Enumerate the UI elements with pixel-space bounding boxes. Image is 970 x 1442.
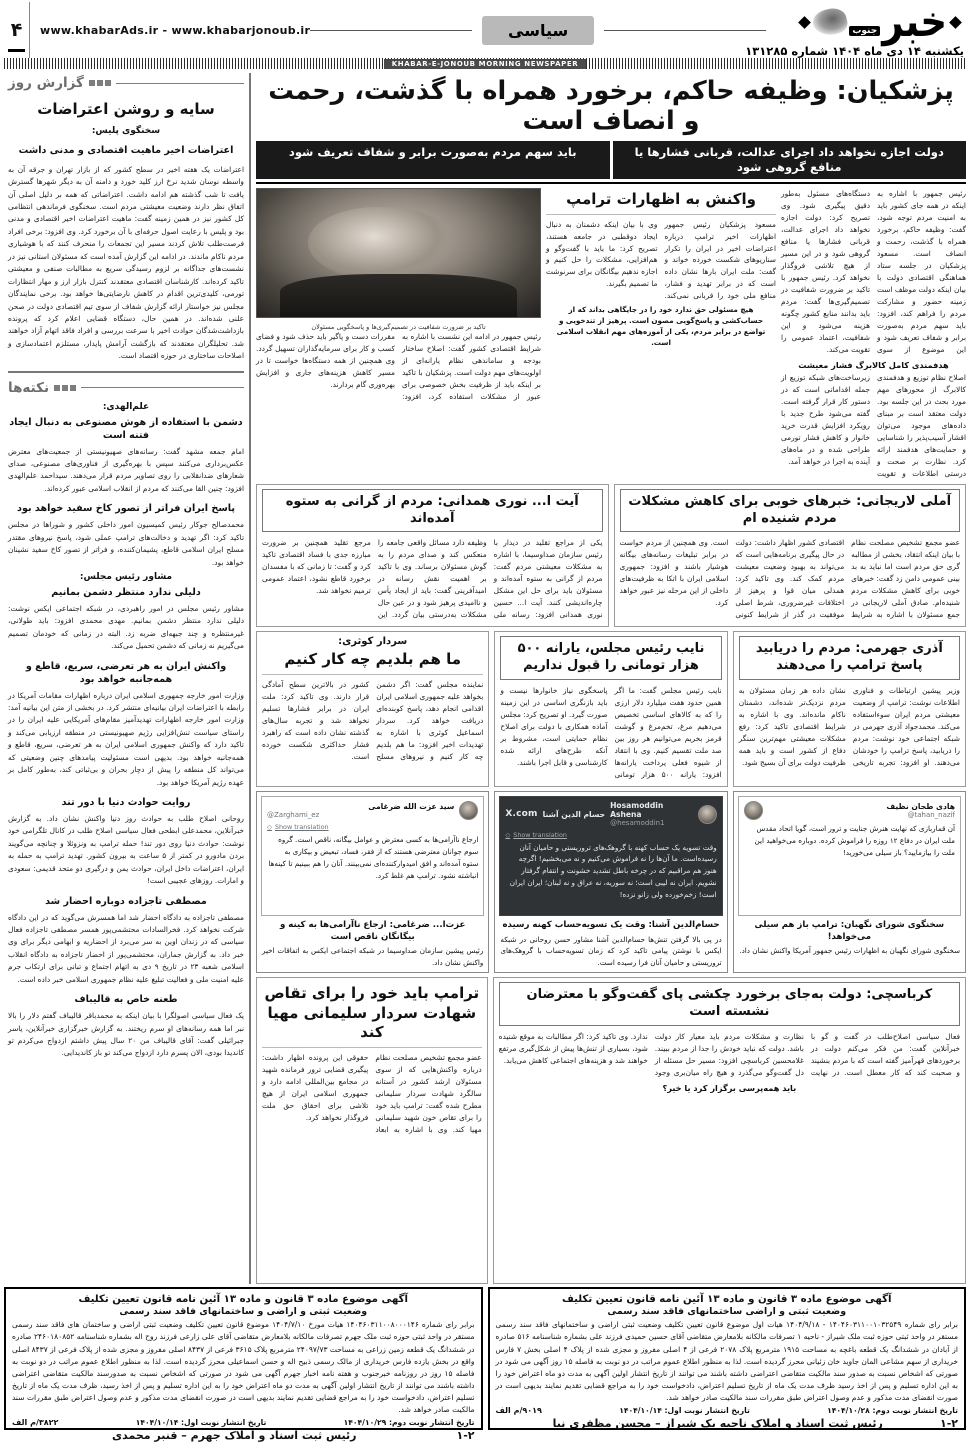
article-title: نایب رئیس مجلس، یارانه ۵۰۰ هزار تومانی را قبول نداریم xyxy=(500,636,721,680)
article-soleimani-retribution[interactable] xyxy=(256,977,488,1284)
bird-icon xyxy=(811,6,850,39)
legal-heading-1: آگهی موضوع ماده ۳ قانون و ماده ۱۳ آئین نامه قانون تعیین تکلیف xyxy=(561,1294,892,1305)
article-title: کرباسچی: دولت به‌جای برخورد چکشی پای گفت‌وگو با معترضان نشسته است xyxy=(499,982,960,1026)
legal-notice-shiraz xyxy=(488,1287,967,1430)
social-card-zarghami[interactable] xyxy=(256,791,489,973)
tweet-author-handle[interactable]: @Zarghami_ez xyxy=(267,810,320,819)
lead-headline: پزشکیان: وظیفه حاکم، برخورد همراه با گذشت، رحمت و انصاف است xyxy=(268,76,954,137)
article-body: یکی از مراجع تقلید در دیدار با رئیس سازمان صداوسیما، با اشاره به مشکلات معیشتی مردم گفت: مردم از گرانی به ستوه آمده‌اند و مسئولان باید برای حل این مشکل چاره‌اندیشی کنند. آیت ا... حسین نوری همدانی افزود: رسانه ملی وظیفه دارد مسائل واقعی جامعه را منعکس کند و صدای مردم را به گوش مسئولان برساند. وی با تاکید بر اهمیت نقش رسانه در امیدآفرینی گفت: باید از ایجاد یأس و ناامیدی پرهیز شود و در عین حال مشکلات به‌درستی بیان گردد. این مرجع تقلید همچنین بر ضرورت مبارزه جدی با فساد اقتصادی تاکید کرد و گفت: تا زمانی که با مفسدان برخورد قاطع نشود، اعتماد عمومی ترمیم نخواهد شد. xyxy=(262,538,603,620)
trump-reaction-article[interactable] xyxy=(546,188,776,480)
square-icon-3 xyxy=(54,385,60,391)
social-description: رئیس پیشین سازمان صداوسیما در شبکه اجتماعی ایکس به اتفاقات اخیر واکنش نشان داد. xyxy=(262,946,484,967)
tweet-author xyxy=(610,801,693,828)
lead-subheadline-left: دولت اجازه نخواهد داد اجرای عدالت، قربانی فشارها یا منافع گروهی شود xyxy=(613,141,967,179)
sidebar-divider xyxy=(8,371,244,373)
legal-body-text: برابر رای شماره ۱۴۰۴۶۰۳۱۱۰۰۱۰۳۲۵۴۹ - ۱۴۰۴/۹/۱۸ هیات اول موضوع قانون تعیین تکلیف وضعیت ثبتی اراضی و ساختمانهای فاقد سند رسمی مستقر در واحد ثبتی حوزه ثبت ملک شیراز - ناحیه ۱ تصرفات مالکانه بلامعارض متقاضی آقای حسین حمیدی فرزند علی بشماره شناسنامه ۵۱۶ صادره از آبادان در ششدانگ یک قطعه باغچه به مساحت ۱۹۱۵ مترمربع پلاک ۲۰۷۸ فرعی از ۴ اصلی مفروز و مجزی شده از پلاک ۴ اصلی بخش ۷ فارس خریداری از سهم مشاعی المان جاوید خان زئیانی محرز گردیده است. لذا به منظور اطلاع عموم مراتب در دو نوبت به فاصله ۱۵ روز آگهی می شود در صورتی که اشخاص نسبت به صدور سند مالکیت متقاضی اعتراضی داشته باشند می توانند از تاریخ انتشار اولین آگهی به مدت دو ماه اعتراض خود را به این اداره تسلیم و پس از اخذ رسید ظرف مدت یک ماه از تاریخ تسلیم اعتراض، دادخواست خود را به مراجع قضایی تقدیم نمایند بدیهی است در صورت انقضای مدت مذکور و عدم وصول اعتراض طبق مقررات سند مالکیت صادر خواهد شد. xyxy=(495,1320,958,1403)
legal-notice-jahrom xyxy=(4,1287,483,1442)
article-body: عضو مجمع تشخیص مصلحت نظام درباره واکنش‌هایی که از سوی مسئولان ارشد کشور در آستانه سالگرد شهادت سردار سلیمانی مطرح شده گفت: ترامپ باید خود را برای تقاص خون شهید سلیمانی مهیا کند. وی با اشاره به ابعاد حقوقی این پرونده اظهار داشت: پیگیری قضایی ترور فرمانده شهید در مجامع بین‌المللی ادامه دارد و جمهوری اسلامی ایران از هیچ تلاشی برای احقاق حق ملت فروگذار نخواهد کرد. xyxy=(262,1052,482,1134)
tweet-embed[interactable] xyxy=(738,796,961,916)
section-name-badge: سیاسی xyxy=(482,16,594,45)
section-rule xyxy=(81,387,244,388)
section-rule xyxy=(116,83,244,84)
tweet-author-name-fa: حسام الدین آشنا xyxy=(542,809,606,819)
avatar xyxy=(744,801,763,820)
show-translation-label: Show translation xyxy=(274,823,329,831)
sidebar-kicker: سخنگوی پلیس: xyxy=(91,125,161,136)
tweet-author-name: هادی طحان نظیف xyxy=(886,801,955,811)
legal-date-2-value: ۱۴۰۴/۱۰/۲۹ xyxy=(343,1418,387,1428)
note-body: یک فعال سیاسی اصولگرا با بیان اینکه به محمدباقر قالیباف گفتم دلار را بالا نبر اما همه رسانه‌های او سرم ریختند. به گزارش خبرگزاری خبرآنلاین، یاسر جبرائیلی گفت: آقای قالیباف من ۲۰ سال پیش داشتم ازدواج می‌کردم تو کاندیدا بودی، الان پسرم دارد ازدواج می‌کند تو باز کاندیدایی. xyxy=(8,1011,244,1058)
page-number: ۴ xyxy=(4,2,30,58)
note-title: واکنش ایران به هر تعرضی، سریع، قاطع و همه‌جانبه خواهد بود xyxy=(25,660,227,685)
sidebar-note-2[interactable] xyxy=(8,498,244,569)
note-body: مصطفی تاجزاده به دادگاه احضار شد اما همسرش می‌گوید که در این دادگاه شرکت نخواهد کرد. فخرالسادات محتشمی‌پور همسر مصطفی تاجزاده فعال سیاسی که در زندان اوین به سر می‌برد از احضاریه و ابهامی دیگر برای وی خبر داد. به گزارش جماران، محتشمی‌پور از احضار تاجزاده به دادگاه انقلاب اسلامی شعبه ۲۳ در تاریخ ۹ دی به اتهام اجتماع و تبانی برای ارتکاب جرم علیه امنیت ملی و فعالیت تبلیغ علیه نظام جمهوری اسلامی خبر داده است. xyxy=(8,912,244,984)
trump-reaction-quote: هیچ مسئولی حق ندارد خود را در جایگاهی بداند که از حساب‌کشی و پاسخ‌گویی مصون است. پرهیز از تندخویی و تواضع در برابر مردم، یکی از آموزه‌های مهم انقلاب اسلامی است. xyxy=(556,305,766,347)
sidebar-note-3[interactable] xyxy=(8,572,244,653)
decorative-strip xyxy=(4,58,966,69)
president-photo xyxy=(256,188,541,318)
lead-photo-column xyxy=(256,188,541,480)
article-body: وزیر پیشین ارتباطات و فناوری اطلاعات نوشت: ترامپ از وضعیت معیشتی مردم ایران سوءاستفاده می‌کند. محمدجواد آذری جهرمی در شبکه اجتماعی خود نوشت: مردم را دریابید، پاسخ ترامپ را خودشان می‌دهند. او افزود: تجربه تاریخی نشان داده هر زمان مسئولان به مردم نزدیک‌تر شده‌اند، دشمنان ناکام مانده‌اند. وی با اشاره به شرایط اقتصادی تاکید کرد: رفع مشکلات معیشتی مهم‌ترین سنگر دفاع از کشور است و باید همه ظرفیت دولت برای آن بسیج شود. xyxy=(738,686,960,768)
note-title: روایت حوادث دنیا با دور تند xyxy=(61,797,191,809)
article-kicker: سردار کوثری: xyxy=(338,636,408,648)
article-sardar-kowsari[interactable] xyxy=(256,631,489,787)
avatar xyxy=(459,801,478,820)
diamond-ornament-icon-2 xyxy=(798,16,811,29)
sidebar-subtitle: اعتراضات اخیر ماهیت اقتصادی و مدنی داشت xyxy=(18,144,234,156)
note-body: وزارت امور خارجه جمهوری اسلامی ایران درباره اظهارات مقامات آمریکا در رابطه با اعتراضات ایران بیانیه‌ای منتشر کرد. در بخشی از متن این بیانیه آمد: وزارت امور خارجه اظهارات تهدیدآمیز مقام‌های آمریکایی علیه ایران را در راستای سیاست تنش‌افزایی رژیم صهیونیستی در منطقه ارزیابی می‌کند و تاکید دارد که واکنش جمهوری اسلامی ایران به هر تعرضی، سریع، قاطع و همه‌جانبه خواهد بود. بدیهی است مسئولیت پیامدهای چنین وضعیتی که می‌تواند کل منطقه را پیش از دچار بحران و بی‌ثباتی کند، به‌طور کامل بر عهده رژیم آمریکا خواهد بود. xyxy=(8,690,244,787)
social-caption: سخنگوی شورای نگهبان: ترامپ باز هم سیلی می‌خواهد! xyxy=(754,920,945,942)
article-body: فعال سیاسی اصلاح‌طلب در گفت و گو با خبرآنلاین گفت: من فکر می‌کنم دولت در برخوردهای قهرآمیز گفته است که با مردم بنشیند و صحبت کند که کار معطل است. در نهایت نظارت و مشکلات مردم باید معیار کار دولت باشد. دولت که نباید خودش را جدا از مردم ببیند. غلامحسین کرباسچی افزود: مسیر حل مسئله از دل گفت‌وگو می‌گذرد و هیچ راه میان‌بری وجود ندارد. وی تاکید کرد: اگر مطالبات به موقع شنیده شود، بسیاری از تنش‌ها پیش از شکل‌گیری مرتفع خواهند شد و هزینه‌های اجتماعی کاهش می‌یابد. xyxy=(498,1032,960,1077)
masthead-rule-left xyxy=(310,30,472,31)
lead-subheadline-bar xyxy=(256,141,966,179)
legal-page-ref: ۱-۲ xyxy=(456,1429,475,1442)
sidebar-note-4[interactable] xyxy=(8,656,244,789)
masthead-rule-right xyxy=(604,30,766,31)
translate-icon: ◇ xyxy=(267,823,272,831)
legal-code: ۳۸۲۲/م الف xyxy=(12,1418,59,1428)
article-title: آملی لاریجانی: خبرهای خوبی برای کاهش مشکلات مردم شنیده ام xyxy=(620,489,961,533)
note-title: طعنه خاص به قالیباف xyxy=(74,994,178,1006)
tweet-header xyxy=(744,801,955,820)
issue-date-line: یکشنبه ۱۴ دی ماه ۱۴۰۴ شماره ۱۳۱۲۸۵ xyxy=(745,44,964,58)
tweet-author-name-en: Hosamoddin Ashena xyxy=(610,801,664,820)
article-row-4 xyxy=(256,977,966,1284)
trump-reaction-body: مسعود پزشکیان رئیس جمهور اظهارات اخیر ترامپ درباره اعتراضات اخیر در ایران را تکرار سناریوهای شکست خورده خواند و گفت: ملت ایران بارها نشان داده است که در برابر تهدید و فشار، منافع ملی خود را قربانی نمی‌کند. وی با بیان اینکه دشمنان به دنبال ایجاد دوقطبی در جامعه هستند، تصریح کرد: ما باید با گفت‌وگو و هم‌افزایی، مشکلات را حل کنیم و اجازه ندهیم بیگانگان برای سرنوشت ما تصمیم بگیرند. xyxy=(546,219,776,301)
social-cards-row xyxy=(256,791,966,973)
section-squares-icon xyxy=(89,80,111,86)
logo-wordmark: خبر xyxy=(882,0,947,47)
tweet-header xyxy=(267,801,478,820)
legal-heading-2: وضعیت ثبتی و اراضی ساختمانهای فاقد سند رسمی xyxy=(607,1306,847,1318)
legal-signature-row xyxy=(496,1417,959,1430)
note-title: دلیلی ندارد منتظر دشمن بمانیم xyxy=(51,587,201,598)
legal-date-1 xyxy=(619,1406,750,1415)
logo-subtitle: جنوب xyxy=(849,26,880,36)
x-com-brand-label: X.com xyxy=(505,809,538,820)
trump-reaction-title: واکنش به اظهارات ترامپ xyxy=(546,188,776,215)
sidebar-note-5[interactable] xyxy=(8,792,244,888)
article-amoli-larijani[interactable] xyxy=(614,484,967,628)
tweet-author-handle[interactable]: @tahan_nazif xyxy=(907,810,955,819)
newspaper-logo[interactable] xyxy=(745,0,966,58)
section-squares-icon xyxy=(54,385,76,391)
translate-icon: ◇ xyxy=(505,830,511,839)
legal-date-1 xyxy=(136,1418,267,1427)
legal-signature-row xyxy=(12,1429,475,1442)
show-translation-label: Show translation xyxy=(513,830,567,839)
legal-signature: رئیس ثبت اسناد و املاک ناحیه یک شیراز – محسن مظفری نیا xyxy=(552,1417,883,1431)
note-body: امام جمعه مشهد گفت: رسانه‌های صهیونیستی از جمعیت‌های معترض عکس‌برداری می‌کنند سپس با بهره‌گیری از فناوری‌های مصنوعی، صدای شعارهای ضدانقلابی را روی تصاویر مردم قرار می‌دهند. سیداحمد علم‌الهدی افزود: چنین القا می‌کنند که مردم از انقلاب اسلامی عبور کرده‌اند. xyxy=(8,446,244,493)
social-description: سخنگوی شورای نگهبان به اظهارات رئیس جمهور آمریکا واکنش نشان داد. xyxy=(739,946,960,956)
show-translation-link[interactable] xyxy=(505,831,716,839)
legal-date-2-value: ۱۴۰۴/۱۰/۲۸ xyxy=(827,1406,870,1416)
diamond-ornament-icon xyxy=(949,16,962,29)
note-body: روحانی اصلاح طلب به حوادث روز دنیا واکنش نشان داد. به گزارش خبرآنلاین، محمدعلی ابطحی فعال سیاسی اصلاح طلب در کانال تلگرامی خود نوشت: حوادث دنیا روی دور تند! حمله ترامپ به ونزوئلا و چنانچه می‌گویند بردن مادورو در کمتر از ۵ ساعت به بیرون کشور. تهدید ترامپ به حمله به ایران، اعتراضات داخل ایران، حوادث یمن و درگیری دو متحد قدیمی: سعودی و امارات. روزهای عجیبی است! xyxy=(8,814,244,886)
article-body: عضو مجمع تشخیص مصلحت نظام با بیان اینکه انتقاد، بخشی از مطالبه گری حق مردم است اما نباید به بد بینی عمومی دامن زد گفت: خبرهای خوبی برای کاهش مشکلات مردم شنیده‌ام. صادق آملی لاریجانی در جمع مسئولان با اشاره به شرایط اقتصادی کشور اظهار داشت: دولت در حال پیگیری برنامه‌هایی است که می‌تواند به بهبود وضعیت معیشت مردم کمک کند. وی تاکید کرد: همدلی میان قوا و پرهیز از اختلافات غیرضروری، شرط اصلی موفقیت در گذر از شرایط کنونی است. وی همچنین از مردم خواست در برابر تبلیغات رسانه‌های بیگانه هوشیار باشند و افزود: جمهوری اسلامی ایران با اتکا به ظرفیت‌های داخلی از این مرحله نیز عبور خواهد کرد. xyxy=(619,538,960,620)
social-caption: حسام‌الدین آشنا: وقت یک تسویه‌حساب کهنه رسیده xyxy=(502,920,720,930)
section-label: نکته‌ها xyxy=(8,379,50,396)
article-subhead: باید همه‌پرسی برگزار کرد یا خیر؟ xyxy=(662,1082,797,1093)
square-icon-1 xyxy=(70,385,76,391)
legal-date-1-value: ۱۴۰۴/۱۰/۱۴ xyxy=(619,1406,662,1416)
legal-footer xyxy=(12,1418,475,1427)
lead-body-text: رئیس جمهور با اشاره به اینکه در همه جای کشور باید به امنیت مردم توجه شود، گفت: وظیفه حاکم، برخورد همراه با گذشت، رحمت و انصاف است. مسعود پزشکیان در جلسه ستاد هماهنگی اقتصادی دولت با بیان اینکه دولت موظف است زمینه حضور و مشارکت مردم را فراهم کند، افزود: باید سهم مردم به‌صورت برابر و شفاف تعریف شود و این موضوع از سوی دستگاه‌های مسئول به‌طور دقیق پیگیری شود. وی تصریح کرد: دولت اجازه نخواهد داد اجرای عدالت، قربانی فشارها یا منافع گروهی شود و در این مسیر از هیچ تلاشی فروگذار نخواهد کرد. رئیس جمهور با تاکید بر ضرورت شفافیت در تصمیم‌گیری‌ها گفت: مردم باید بدانند منابع کشور چگونه هزینه می‌شود و این شفافیت، اعتماد عمومی را تقویت می‌کند. xyxy=(781,189,966,354)
legal-date-2 xyxy=(827,1406,958,1415)
article-title: ترامپ باید خود را برای تقاص شهادت سردار سلیمانی مهیا کند xyxy=(262,982,482,1048)
sidebar-note-1[interactable] xyxy=(8,402,244,496)
tweet-author-name: سید عزت الله ضرغامی xyxy=(368,801,455,811)
section-label: گزارش روز xyxy=(8,75,84,91)
note-title: پاسخ ایران فراتر از تصور کاخ سفید خواهد بود xyxy=(17,503,235,515)
note-title: دشمن با استفاده از هوش مصنوعی به دنبال ایجاد فتنه است xyxy=(9,416,243,441)
tweet-author xyxy=(768,802,955,820)
legal-date-2 xyxy=(344,1418,475,1427)
masthead-center xyxy=(30,2,766,58)
legal-notices-row xyxy=(0,1284,970,1442)
social-description: در پی بالا گرفتن تنش‌ها حسام‌الدین آشنا مشاور حسن روحانی در شبکه ایکس با نوشتن پیامی تاکید کرد که زمان تسویه‌حساب با گروهک‌های تروریستی و حامیان آنان فرا رسیده است. xyxy=(500,934,722,967)
article-karbaschi[interactable] xyxy=(493,977,966,1284)
article-title: آذری جهرمی: مردم را دریابید پاسخ ترامپ را می‌دهند xyxy=(739,636,960,680)
website-urls[interactable]: www.khabarAds.ir - www.khabarjonoub.ir xyxy=(40,23,311,37)
note-body: محمدصالح جوکار رئیس کمیسیون امور داخلی کشور و شوراها در مجلس تاکید کرد: اگر تهدید و دخالت‌های ترامپ عملی شود، پاسخ نیروهای مقتدر مسلح ایران اسلامی قاطع، پشیمان‌کننده، و فراتر از تصور کاخ سفید نشینان خواهد بود. xyxy=(8,520,244,567)
sidebar-lead-title: سایه و روشن اعتراضات xyxy=(37,100,215,118)
tweet-author xyxy=(267,802,454,820)
article-title: ما هم بلدیم چه کار کنیم xyxy=(262,648,483,675)
top-story-row xyxy=(256,188,966,480)
masthead xyxy=(0,0,970,58)
note-kicker: علم‌الهدی: xyxy=(102,401,150,412)
lead-subheadline-right: باید سهم مردم به‌صورت برابر و شفاف تعریف شود xyxy=(256,141,610,179)
lead-continuation-body: رئیس جمهور در ادامه این نشست با اشاره به شرایط اقتصادی کشور گفت: اصلاح ساختار بودجه و ساماندهی نظام یارانه‌ای از اولویت‌های مهم دولت است. پزشکیان با تاکید بر اینکه باید از ظرفیت بخش خصوصی برای عبور از مشکلات استفاده کرد، افزود: مقررات دست و پاگیر باید حذف شود و فضای کسب و کار برای سرمایه‌گذاران تسهیل گردد. وی همچنین از همه دستگاه‌ها خواست تا در مسیر کاهش هزینه‌های جاری و افزایش بهره‌وری گام بردارند. xyxy=(256,332,541,401)
lead-subhead-2: هدفمندی کامل کالابرگ فشار معیشت xyxy=(798,359,949,370)
note-title: مصطفی تاجزاده دوباره احضار شد xyxy=(45,895,207,907)
tweet-text: وقت تسویه یک حساب کهنه با گروهک‌های تروریستی و حامیان آنان رسیده‌است. ما آن‌ها را نه فراموش می‌کنیم و نه می‌بخشیم! اگرچه هنوز هم مراقبیم که در چرخه باطل تشدید خشونت و انتقام گرفتار نشویم. ایران نه لیبی است؛ نه سوریه، نه عراق و نه لبنان؛ ایران ایران است! زخم‌خورده ولی زانو نزده! xyxy=(509,842,717,900)
lead-body-text-2: اصلاح نظام توزیع و هدفمندی کالابرگ از محورهای مهم مورد بحث در این جلسه بود. دولت معتقد است بر مبنای داده‌های موجود می‌توان اقشار آسیب‌پذیر را شناسایی و حمایت‌های هدفمند ارائه کرد. نظارت بر صحت و درستی اطلاعات و تقویت زیرساخت‌های شبکه توزیع از جمله اقداماتی است که در دستور کار قرار گرفته است. گفته می‌شود طرح جدید با رویکرد افزایش قدرت خرید خانوار و کاهش فشار تورمی طراحی شده و در ماه‌های آینده به اجرا در خواهد آمد. xyxy=(781,372,966,478)
tweet-author-handle[interactable]: @hesamoddin1 xyxy=(610,819,665,828)
sidebar-section-header-report xyxy=(8,73,244,94)
tweet-header xyxy=(505,801,716,828)
square-icon-2 xyxy=(62,385,68,391)
legal-heading-2: وضعیت ثبتی و اراضی و ساختمانهای فاقد سند رسمی xyxy=(119,1306,368,1318)
legal-date-1-label: تاریخ انتشار نوبت اول: xyxy=(181,1418,267,1428)
legal-code: ۹۰۱۹/م الف xyxy=(495,1406,542,1416)
photo-caption: تاکید بر ضرورت شفافیت در تصمیم‌گیری‌ها و پاسخگویی مسئولان xyxy=(311,323,486,332)
article-row-2 xyxy=(256,484,966,628)
legal-heading-1: آگهی موضوع ماده ۳ قانون و ماده ۱۳ آئین نامه قانون تعیین تکلیف xyxy=(78,1294,408,1305)
legal-date-1-label: تاریخ انتشار نوبت اول: xyxy=(664,1406,750,1416)
legal-footer xyxy=(496,1406,959,1415)
article-row-3 xyxy=(256,631,966,787)
sidebar-note-6[interactable] xyxy=(8,891,244,987)
article-azari-jahromi[interactable] xyxy=(733,631,966,787)
legal-page-ref: ۱-۲ xyxy=(940,1417,958,1431)
article-body: نایب رئیس مجلس گفت: ما اگر همین حدود هفت میلیارد دلار ارزی را که به کالاهای اساسی تخصیص می‌دهیم مرغ، تخم‌مرغ و گوشت قرمز بخریم می‌توانیم هر روز بین صد ملت تقسیم کنیم. وی با انتقاد از شیوه فعلی پرداخت یارانه‌ها افزود: یارانه ۵۰۰ هزار تومانی پاسخگوی نیاز خانوارها نیست و باید بازنگری اساسی در این زمینه صورت گیرد. او تصریح کرد: مجلس آماده همکاری با دولت برای اصلاح نظام حمایتی است، مشروط بر آنکه طرح‌های ارائه شده کارشناسی و قابل اجرا باشند. xyxy=(500,686,722,780)
legal-date-2-label: تاریخ انتشار نوبت دوم: xyxy=(388,1418,475,1428)
page-body xyxy=(0,69,970,1284)
legal-date-2-label: تاریخ انتشار نوبت دوم: xyxy=(872,1406,958,1416)
logo-artwork xyxy=(766,0,966,47)
tweet-text: آن قماربازی که نهایت هنرش جنایت و ترور است، گویا اتحاد مقدس ملت ایران در دفاع ۱۲ روزه را فراموش کرده. دوباره می‌خواهید این ملت را بیازمایید؟ باز سیلی می‌خورید! xyxy=(754,824,955,857)
sidebar-note-7[interactable] xyxy=(8,989,244,1060)
avatar xyxy=(698,805,717,824)
square-icon-3 xyxy=(89,80,95,86)
square-icon-1 xyxy=(105,80,111,86)
tweet-embed[interactable] xyxy=(261,796,484,916)
article-majlis-deputy[interactable] xyxy=(494,631,727,787)
square-icon-2 xyxy=(97,80,103,86)
tweet-text: ارجاع ناآرامی‌ها به کسی معترض و عوامل بیگانه، ناقص است. گروه سوم جوانان معترضی هستند که از فقر، فساد، تبعیض و بیکاری به ستوه آمده‌اند و افق امیدوارکننده‌ای نمی‌بینند. آنان را هم ببینیم تا کینه‌ها انباشته نشود. ترامپ هم غلط کرد. xyxy=(268,835,479,880)
tweet-embed[interactable] xyxy=(499,796,722,916)
sidebar-lead-body: اعتراضات یک هفته اخیر در سطح کشور که از بازار تهران و جرقه آن به واسطه نوسان شدید نرخ ارز کلید خورد و دامنه آن به دیگر شهرها گسترش یافت تا شب گذشته هم ادامه داشت. اعتراضاتی که همه بر دلیل اصلی آن اتفاق نظر دارند وضعیت معیشتی مردم است. سخنگوی فرماندهی انتظامی کل کشور نیز در همین زمینه گفت: ماهیت اعتراضات اخیر اقتصادی و مدنی بود و پلیس با رعایت اصول حرفه‌ای با آن برخورد کرد. وی افزود: برخی افراد فرصت‌طلب تلاش کردند مسیر این تجمعات را منحرف کنند که با هوشیاری مردم ناکام ماندند. در ادامه این گزارش آمده است که مسئولان استانی نیز در نشست‌های جداگانه بر لزوم رسیدگی سریع به مطالبات صنفی و معیشتی تاکید کرده‌اند. کارشناسان اقتصادی معتقدند کنترل بازار ارز و مهار انتظارات تورمی، کلیدی‌ترین اقدام در کاهش نارضایتی‌ها خواهد بود. برخی نمایندگان مجلس نیز خواستار ارائه گزارش شفاف از سوی تیم اقتصادی دولت در صحن علنی شده‌اند. در همین حال، دستگاه قضایی اعلام کرد که پرونده بازداشت‌شدگان حوادث اخیر با سرعت بررسی و افراد فاقد اتهام آزاد خواهند شد. تحلیلگران معتقدند که بازگشت آرامش پایدار، مستلزم اعتمادسازی و اصلاحات ساختاری در حوزه اقتصاد است. xyxy=(8,164,244,361)
social-card-hesamoddin-ashena[interactable] xyxy=(494,791,727,973)
show-translation-link[interactable] xyxy=(267,823,478,831)
legal-date-1-value: ۱۴۰۴/۱۰/۱۴ xyxy=(135,1418,179,1428)
note-kicker: مشاور رئیس مجلس: xyxy=(79,572,173,582)
strip-label: KHABAR-E-JONOUB MORNING NEWSPAPER xyxy=(384,59,586,69)
lead-story-block xyxy=(256,73,966,184)
article-nouri-hamedani[interactable] xyxy=(256,484,609,628)
social-card-tahan-nazif[interactable] xyxy=(733,791,966,973)
main-content-zone xyxy=(256,73,966,1284)
article-body: نماینده مجلس گفت: اگر دشمن بخواهد علیه جمهوری اسلامی ایران اقدامی انجام دهد، پاسخ کوبنده‌ای دریافت خواهد کرد. سردار اسماعیل کوثری با اشاره به تهدیدات اخیر افزود: ما هم بلدیم چه کار کنیم و نیروهای مسلح کشور در بالاترین سطح آمادگی قرار دارند. وی تاکید کرد: ملت ایران در برابر فشارها تسلیم نخواهد شد و تجربه سال‌های گذشته نشان داده است که راهبرد فشار حداکثری شکست خورده است. xyxy=(262,679,484,761)
legal-body-text: برابر رای شماره ۱۴۰۴۶۰۳۱۱۰۰۸۰۰۰۱۴۶ هیات مورخ ۱۴۰۴/۷/۱۰ موضوع قانون تعیین تکلیف وضعیت ثبتی اراضی و ساختمان های فاقد سند رسمی مستقر در واحد ثبتی حوزه ثبت ملک جهرم تصرفات مالکانه بلامعارض متقاضی آقای علی زارعی فرزند روح اله بشماره شناسنامه ۲۴۶۰۱۸۰۸۵۲ صادره در ششدانگ یک قطعه زمین زراعی به مساحت ۲۴۰۹۷/۷۳ مترمربع پلاک ۳۶۱۵ فرعی از ۸۴۳۷ اصلی مفروز و مجزی شده از پلاک فرعی از ۸۴۳۷ اصلی واقع در بخش یازده فارس خریداری از مالک رسمی ذبیح اله و حسن اسماعیلی محرز گردیده است. لذا به منظور اطلاع عموم مراتب در دو نوبت به فاصله ۱۵ روز در روزنامه خبرجنوب و هفته نامه اخبار جهرم آگهی می شود در صورتی که اشخاص نسبت به صدورسند مالکیت متقاضی اعتراضی داشته باشند می توانند از تاریخ انتشار اولین آگهی به مدت دو ماه اعتراض خود را به این اداره تسلیم و پس از اخذ رسید، ظرف مدت یک ماه از تاریخ تسلیم اعتراض، دادخواست خود را به مراجع قضایی تقدیم نمایند بدیهی است در صورت انقضای مدت مذکور و عدم وصول اعتراض طبق مقررات سند مالکیت صادر خواهد شد. xyxy=(12,1320,475,1415)
sidebar-section-header-notes xyxy=(8,378,244,399)
article-title: آیت ا... نوری همدانی: مردم از گرانی به ستوه آمده‌اند xyxy=(262,489,603,533)
lead-body-column xyxy=(781,188,966,480)
legal-signature: رئیس ثبت اسناد و املاک جهرم – قنبر محمدی xyxy=(112,1429,357,1442)
social-caption: عزت‌ا... ضرغامی: ارجاع ناآرامی‌ها به کینه و بیگانگان ناقص است xyxy=(279,920,466,942)
right-sidebar xyxy=(8,73,251,1284)
note-body: مشاور رئیس مجلس در امور راهبردی، در شبکه اجتماعی ایکس نوشت: دلیلی ندارد منتظر دشمن بمانیم. مهدی محمدی افزود: باید طولانی، غیرمنتظره و چند جبهه‌ای ضربه زد. البته در زمانی که خودمان تصمیم می‌گیریم نه زمانی که دشمن تحمیل می‌کند. xyxy=(8,603,244,651)
